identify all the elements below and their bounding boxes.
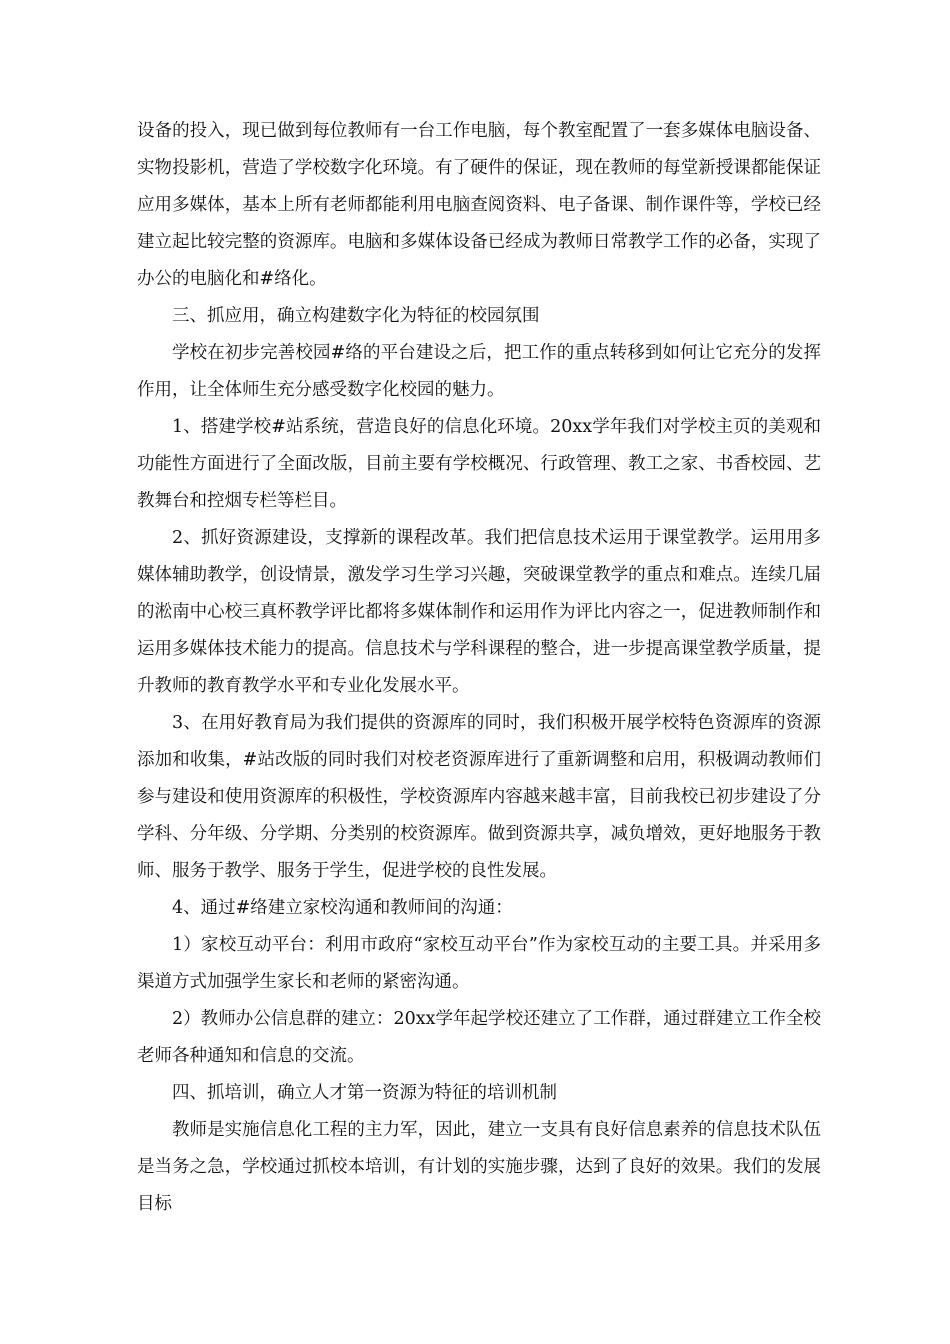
sub-item-2: 2）教师办公信息群的建立：20xx学年起学校还建立了工作群，通过群建立工作全校老师各种通知和信息的交流。 — [137, 1009, 821, 1066]
paragraph: 教师是实施信息化工程的主力军，因此，建立一支具有良好信息素养的信息技术队伍是当务之急，学校通过抓校本培训，有计划的实施步骤，达到了良好的效果。我们的发展目标 — [137, 1120, 821, 1214]
document-body — [137, 113, 821, 1223]
list-item-1: 1、搭建学校#站系统，营造良好的信息化环境。20xx学年我们对学校主页的美观和功能性方面进行了全面改版，目前主要有学校概况、行政管理、教工之家、书香校园、艺教舞台和控烟专栏等栏目。 — [137, 417, 821, 511]
paragraph: 学校在初步完善校园#络的平台建设之后，把工作的重点转移到如何让它充分的发挥作用，让全体师生充分感受数字化校园的魅力。 — [137, 343, 821, 400]
list-item-4: 4、通过#络建立家校沟通和教师间的沟通： — [172, 898, 513, 918]
section-heading-4: 四、抓培训，确立人才第一资源为特征的培训机制 — [172, 1083, 557, 1103]
section-heading-3: 三、抓应用，确立构建数字化为特征的校园氛围 — [172, 306, 540, 326]
paragraph-continued: 设备的投入，现已做到每位教师有一台工作电脑，每个教室配置了一套多媒体电脑设备、实物投影机，营造了学校数字化环境。有了硬件的保证，现在教师的每堂新授课都能保证应用多媒体，基本上所有老师都能利用电脑查阅资料、电子备课、制作课件等，学校已经建立起比较完整的资源库。电脑和多媒体设备已经成为教师日常教学工作的必备，实现了办公的电脑化和#络化。 — [137, 121, 821, 289]
sub-item-1: 1）家校互动平台：利用市政府“家校互动平台”作为家校互动的主要工具。并采用多渠道方式加强学生家长和老师的紧密沟通。 — [137, 935, 821, 992]
list-item-3: 3、在用好教育局为我们提供的资源库的同时，我们积极开展学校特色资源库的资源添加和收集，#站改版的同时我们对校老资源库进行了重新调整和启用，积极调动教师们参与建设和使用资源库的积极性，学校资源库内容越来越丰富，目前我校已初步建设了分学科、分年级、分学期、分类别的校资源库。做到资源共享，减负增效，更好地服务于教师、服务于教学、服务于学生，促进学校的良性发展。 — [137, 713, 821, 881]
list-item-2: 2、抓好资源建设，支撑新的课程改革。我们把信息技术运用于课堂教学。运用用多媒体辅助教学，创设情景，激发学习生学习兴趣，突破课堂教学的重点和难点。连续几届的淞南中心校三真杯教学评比都将多媒体制作和运用作为评比内容之一，促进教师制作和运用多媒体技术能力的提高。信息技术与学科课程的整合，进一步提高课堂教学质量，提升教师的教育教学水平和专业化发展水平。 — [137, 528, 821, 696]
